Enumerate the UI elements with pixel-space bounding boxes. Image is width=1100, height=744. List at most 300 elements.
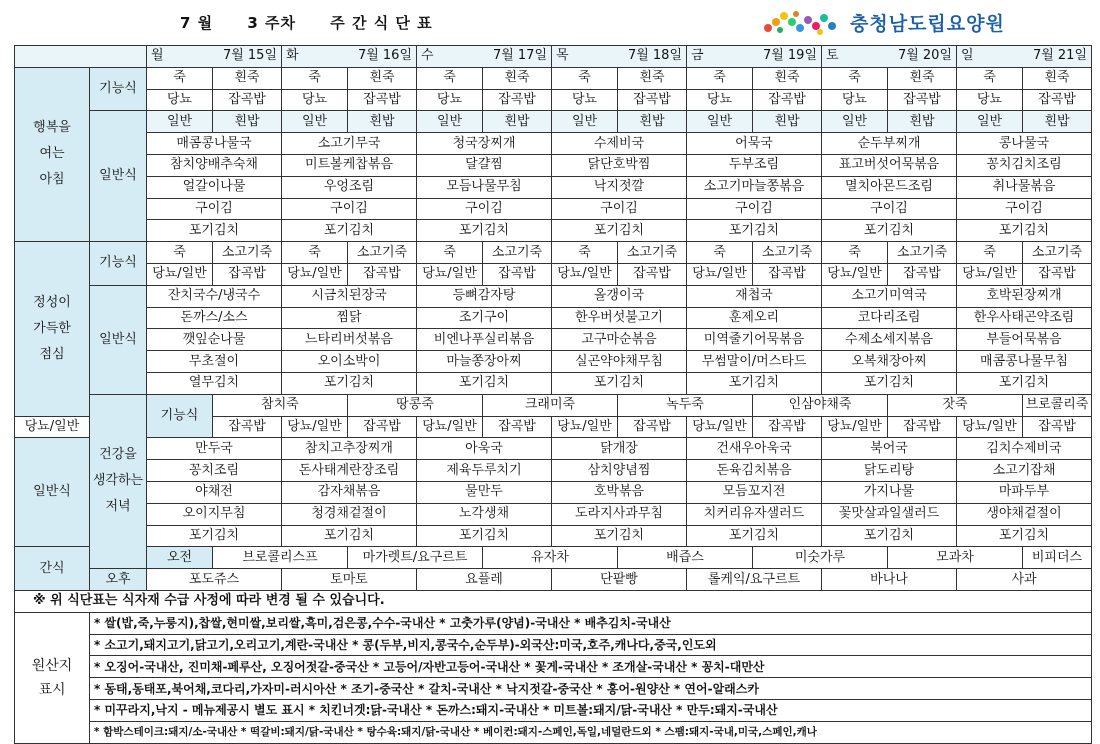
snack-item: 미숫가루 [753, 547, 888, 569]
dinner-general-row [15, 460, 1092, 482]
day-name: 화 [286, 48, 299, 64]
general-head: 일반 [822, 111, 888, 133]
menu-dish: 취나물볶음 [957, 176, 1092, 198]
func-item: 당뇨/일반 [15, 416, 90, 438]
func-item: 당뇨/일반 [552, 416, 618, 438]
func-porridge: 참치죽 [213, 394, 348, 416]
menu-dish: 올갱이국 [552, 285, 687, 307]
dinner-general-row [15, 481, 1092, 503]
menu-dish: 시금치된장국 [282, 285, 417, 307]
group-label-line: 행복을 [33, 120, 71, 136]
snack-item: 토마토 [282, 569, 417, 591]
menu-dish: 열무김치 [147, 372, 282, 394]
func-item: 죽 [282, 67, 348, 89]
func-item: 죽 [282, 242, 348, 264]
func-item: 당뇨 [957, 89, 1023, 111]
origin-line: * 함박스테이크:돼지/소-국내산 * 떡갈비:돼지/닭-국내산 * 탕수육:돼지/닭-국내산 * 베이컨:돼지-스페인,독일,네덜란드외 * 스팸:돼지-국내,미국,스페인,캐나 [90, 721, 1092, 743]
snack-item: 단팥빵 [552, 569, 687, 591]
title-label: 주 간 식 단 표 [330, 14, 433, 32]
snack-item: 롤케익/요구르트 [687, 569, 822, 591]
org-name: 충청남도립요양원 [850, 12, 1005, 35]
breakfast-general-row [15, 198, 1092, 220]
func-item: 당뇨/일반 [282, 263, 348, 285]
func-item: 당뇨/일반 [687, 263, 753, 285]
menu-dish: 포기김치 [417, 525, 552, 547]
snack-pm-row [15, 569, 1092, 591]
menu-dish: 조기구이 [417, 307, 552, 329]
general-label: 일반식 [90, 285, 147, 394]
func-item: 잡곡밥 [888, 416, 957, 438]
menu-dish: 낙지젓깔 [552, 176, 687, 198]
group-label-line: 건강을 [99, 447, 137, 463]
func-item: 당뇨/일반 [822, 416, 888, 438]
origin-row [15, 612, 1092, 634]
func-item: 죽 [147, 242, 213, 264]
menu-dish: 가지나물 [822, 481, 957, 503]
breakfast-general-row [15, 133, 1092, 155]
func-item: 죽 [552, 67, 618, 89]
menu-dish: 소고기미역국 [822, 285, 957, 307]
day-header [282, 46, 417, 68]
func-item: 잡곡밥 [618, 416, 687, 438]
menu-dish: 포기김치 [282, 372, 417, 394]
menu-dish: 미역줄기어묵볶음 [687, 329, 822, 351]
weekly-menu-table [14, 45, 1092, 744]
day-header [957, 46, 1092, 68]
menu-dish: 호박된장찌개 [957, 285, 1092, 307]
menu-dish: 꽁치조림 [147, 460, 282, 482]
general-head: 일반 [417, 111, 483, 133]
func-item: 소고기죽 [213, 242, 282, 264]
group-label-line: 아침 [39, 172, 65, 188]
snack-item: 바나나 [822, 569, 957, 591]
day-date: 7월 16일 [357, 48, 412, 64]
menu-dish: 느타리버섯볶음 [282, 329, 417, 351]
func-label: 기능식 [90, 242, 147, 286]
org-logo [760, 8, 1005, 36]
func-item: 죽 [957, 242, 1023, 264]
menu-dish: 한우버섯불고기 [552, 307, 687, 329]
day-header [147, 46, 282, 68]
menu-dish: 포기김치 [282, 220, 417, 242]
menu-dish: 김치수제비국 [957, 438, 1092, 460]
func-item: 죽 [417, 242, 483, 264]
origin-line: * 쌀(밥,죽,누룽지),찹쌀,현미쌀,보리쌀,흑미,검은콩,수수-국내산 * 고춧가루(양념)-국내산 * 배추김치-국내산 [90, 612, 1092, 634]
origin-row [15, 678, 1092, 700]
menu-dish: 포기김치 [552, 220, 687, 242]
general-label: 일반식 [90, 111, 147, 242]
menu-dish: 수제소세지볶음 [822, 329, 957, 351]
func-item: 흰죽 [1023, 67, 1092, 89]
group-label-line: 표시 [38, 681, 66, 698]
dinner-general-row [15, 438, 1092, 460]
day-name: 월 [151, 48, 164, 64]
menu-dish: 청국장찌개 [417, 133, 552, 155]
menu-dish: 코다리조림 [822, 307, 957, 329]
menu-dish: 콩나물국 [957, 133, 1092, 155]
menu-dish: 포기김치 [957, 372, 1092, 394]
menu-dish: 얼갈이나물 [147, 176, 282, 198]
func-item: 당뇨/일반 [282, 416, 348, 438]
menu-dish: 모듬꼬지전 [687, 481, 822, 503]
menu-dish: 구이김 [687, 198, 822, 220]
menu-dish: 어묵국 [687, 133, 822, 155]
func-item: 당뇨 [822, 89, 888, 111]
menu-dish: 순두부찌개 [822, 133, 957, 155]
func-item: 잡곡밥 [753, 89, 822, 111]
notice-text: ※ 위 식단표는 식자재 수급 사정에 따라 변경 될 수 있습니다. [15, 590, 1092, 612]
menu-dish: 꽁치김치조림 [957, 154, 1092, 176]
menu-dish: 포기김치 [147, 525, 282, 547]
day-date: 7월 20일 [897, 48, 952, 64]
lunch-general-row [15, 329, 1092, 351]
func-porridge: 땅콩죽 [348, 394, 483, 416]
day-header-row [15, 46, 1092, 68]
menu-dish: 아욱국 [417, 438, 552, 460]
lunch-group-label [15, 242, 90, 416]
corner-cell [15, 46, 147, 68]
menu-dish: 포기김치 [822, 220, 957, 242]
func-item: 죽 [822, 242, 888, 264]
menu-dish: 등뼈감자탕 [417, 285, 552, 307]
func-item: 흰죽 [213, 67, 282, 89]
menu-dish: 멸치아몬드조림 [822, 176, 957, 198]
func-item: 잡곡밥 [1023, 416, 1092, 438]
menu-dish: 포기김치 [417, 220, 552, 242]
menu-dish: 구이김 [957, 198, 1092, 220]
menu-dish: 소고기마늘쫑볶음 [687, 176, 822, 198]
day-name: 목 [556, 48, 569, 64]
dinner-group-label [90, 394, 147, 568]
day-date: 7월 15일 [222, 48, 277, 64]
group-label-line: 가득한 [33, 320, 71, 336]
dinner-general-row [15, 503, 1092, 525]
menu-dish: 노각생채 [417, 503, 552, 525]
func-item: 소고기죽 [618, 242, 687, 264]
breakfast-group-label [15, 67, 90, 241]
menu-dish: 오이지무침 [147, 503, 282, 525]
func-item: 당뇨 [687, 89, 753, 111]
page-title [180, 12, 461, 33]
menu-dish: 북어국 [822, 438, 957, 460]
func-item: 잡곡밥 [888, 263, 957, 285]
menu-dish: 감자채볶음 [282, 481, 417, 503]
func-porridge: 브로콜리죽 [1023, 394, 1092, 416]
func-item: 죽 [957, 67, 1023, 89]
func-item: 죽 [552, 242, 618, 264]
menu-dish: 삼치양념찜 [552, 460, 687, 482]
menu-dish: 호박볶음 [552, 481, 687, 503]
menu-dish: 무썸말이/머스타드 [687, 351, 822, 373]
general-head: 흰밥 [1023, 111, 1092, 133]
menu-dish: 포기김치 [687, 220, 822, 242]
func-item: 잡곡밥 [618, 263, 687, 285]
breakfast-general-row [15, 220, 1092, 242]
func-item: 잡곡밥 [753, 416, 822, 438]
snack-item: 모과차 [888, 547, 1023, 569]
menu-dish: 도라지사과무침 [552, 503, 687, 525]
lunch-func-row-2 [15, 263, 1092, 285]
menu-dish: 포기김치 [552, 525, 687, 547]
breakfast-func-row-1 [15, 67, 1092, 89]
menu-dish: 참치고추장찌개 [282, 438, 417, 460]
func-item: 죽 [822, 67, 888, 89]
menu-dish: 닭단호박찜 [552, 154, 687, 176]
snack-item: 사과 [957, 569, 1092, 591]
func-item: 당뇨 [147, 89, 213, 111]
func-item: 당뇨/일반 [417, 263, 483, 285]
func-item: 잡곡밥 [213, 416, 282, 438]
menu-dish: 재첩국 [687, 285, 822, 307]
snack-group-label: 간식 [15, 547, 90, 591]
func-item: 잡곡밥 [753, 263, 822, 285]
func-item: 잡곡밥 [348, 416, 417, 438]
general-head: 일반 [552, 111, 618, 133]
menu-dish: 꽃맛살과일샐러드 [822, 503, 957, 525]
snack-am-row [15, 547, 1092, 569]
menu-dish: 매콤콩나물국 [147, 133, 282, 155]
menu-dish: 포기김치 [822, 372, 957, 394]
origin-line: * 오징어-국내산, 진미채-페루산, 오징어젓갈-중국산 * 고등어/자반고등어-국내산 * 꽃게-국내산 * 조개살-국내산 * 꽁치-대만산 [90, 656, 1092, 678]
snack-item: 유자차 [483, 547, 618, 569]
menu-dish: 매콤콩나물무침 [957, 351, 1092, 373]
menu-dish: 돈사태계란장조림 [282, 460, 417, 482]
func-item: 당뇨/일반 [822, 263, 888, 285]
func-label: 기능식 [147, 394, 213, 438]
menu-dish: 치커리유자샐러드 [687, 503, 822, 525]
group-label-line: 여는 [39, 146, 65, 162]
dinner-general-row [15, 525, 1092, 547]
menu-dish: 포기김치 [687, 372, 822, 394]
general-head: 일반 [687, 111, 753, 133]
day-name: 수 [421, 48, 434, 64]
menu-dish: 만두국 [147, 438, 282, 460]
snack-item: 비피더스 [1023, 547, 1092, 569]
menu-dish: 실곤약야채무침 [552, 351, 687, 373]
origin-line: * 소고기,돼지고기,닭고기,오리고기,계란-국내산 * 콩(두부,비지,콩국수,순두부)-외국산:미국,호주,캐나다,중국,인도외 [90, 634, 1092, 656]
menu-dish: 제육두루치기 [417, 460, 552, 482]
func-item: 잡곡밥 [348, 263, 417, 285]
menu-dish: 구이김 [552, 198, 687, 220]
menu-dish: 구이김 [282, 198, 417, 220]
menu-dish: 돈육김치볶음 [687, 460, 822, 482]
origin-line: * 동태,동태포,북어채,코다리,가자미-러시아산 * 조기-중국산 * 갈치-국내산 * 낙지젓갈-중국산 * 홍어-원양산 * 연어-알래스카 [90, 678, 1092, 700]
menu-dish: 포기김치 [687, 525, 822, 547]
menu-dish: 구이김 [417, 198, 552, 220]
func-item: 당뇨/일반 [417, 416, 483, 438]
func-item: 죽 [417, 67, 483, 89]
month-label: 7 월 [180, 14, 214, 32]
menu-dish: 오이소박이 [282, 351, 417, 373]
day-header [687, 46, 822, 68]
snack-item: 브로콜리스프 [213, 547, 348, 569]
notice-row [15, 590, 1092, 612]
menu-dish: 청경채겉절이 [282, 503, 417, 525]
snack-item: 배즙스 [618, 547, 753, 569]
func-item: 당뇨/일반 [147, 263, 213, 285]
snack-item: 마가렛트/요구르트 [348, 547, 483, 569]
func-item: 잡곡밥 [483, 89, 552, 111]
func-porridge: 녹두죽 [618, 394, 753, 416]
breakfast-func-row-2 [15, 89, 1092, 111]
day-name: 금 [691, 48, 704, 64]
menu-dish: 고구마순볶음 [552, 329, 687, 351]
func-item: 당뇨/일반 [687, 416, 753, 438]
day-header [822, 46, 957, 68]
group-label-line: 생각하는 [92, 473, 144, 489]
origin-row [15, 699, 1092, 721]
origin-row [15, 634, 1092, 656]
menu-dish: 부들어묵볶음 [957, 329, 1092, 351]
lunch-general-row [15, 351, 1092, 373]
func-item: 죽 [687, 67, 753, 89]
func-item: 죽 [147, 67, 213, 89]
menu-dish: 수제비국 [552, 133, 687, 155]
func-item: 잡곡밥 [1023, 263, 1092, 285]
func-item: 잡곡밥 [483, 263, 552, 285]
menu-dish: 닭개장 [552, 438, 687, 460]
menu-dish: 구이김 [822, 198, 957, 220]
general-head: 흰밥 [348, 111, 417, 133]
func-item: 당뇨/일반 [552, 263, 618, 285]
menu-dish: 포기김치 [552, 372, 687, 394]
func-item: 잡곡밥 [483, 416, 552, 438]
day-date: 7월 21일 [1032, 48, 1087, 64]
func-item: 당뇨/일반 [957, 263, 1023, 285]
group-label-line: 저녁 [105, 499, 131, 515]
menu-dish: 돈까스/소스 [147, 307, 282, 329]
page-header [0, 0, 1100, 44]
func-item: 소고기죽 [753, 242, 822, 264]
func-item: 흰죽 [483, 67, 552, 89]
general-head: 일반 [282, 111, 348, 133]
general-head: 흰밥 [753, 111, 822, 133]
func-item: 흰죽 [348, 67, 417, 89]
general-head: 흰밥 [618, 111, 687, 133]
menu-dish: 건새우아욱국 [687, 438, 822, 460]
general-head: 일반 [147, 111, 213, 133]
func-item: 당뇨/일반 [957, 416, 1023, 438]
day-header [417, 46, 552, 68]
dinner-func-row-1 [15, 394, 1092, 416]
func-item: 소고기죽 [888, 242, 957, 264]
day-date: 7월 19일 [762, 48, 817, 64]
func-porridge: 잣죽 [888, 394, 1023, 416]
func-label: 기능식 [90, 67, 147, 111]
general-label: 일반식 [15, 438, 90, 547]
func-porridge: 크래미죽 [483, 394, 618, 416]
general-head: 흰밥 [888, 111, 957, 133]
flower-logo-icon [760, 8, 846, 36]
group-label-line: 원산지 [31, 657, 73, 674]
menu-dish: 한우사태곤약조림 [957, 307, 1092, 329]
menu-dish: 비엔나푸실리볶음 [417, 329, 552, 351]
menu-dish: 포기김치 [417, 372, 552, 394]
general-head: 일반 [957, 111, 1023, 133]
menu-dish: 깻잎순나물 [147, 329, 282, 351]
lunch-general-row [15, 307, 1092, 329]
func-item: 흰죽 [618, 67, 687, 89]
menu-dish: 물만두 [417, 481, 552, 503]
origin-row [15, 656, 1092, 678]
func-item: 당뇨 [552, 89, 618, 111]
origin-label [15, 612, 90, 743]
func-item: 잡곡밥 [1023, 89, 1092, 111]
lunch-func-row-1 [15, 242, 1092, 264]
menu-dish: 포기김치 [282, 525, 417, 547]
origin-line: * 미꾸라지,낙지 - 메뉴제공시 별도 표시 * 치킨너겟:닭-국내산 * 돈까스:돼지-국내산 * 미트볼:돼지/닭-국내산 * 만두:돼지-국내산 [90, 699, 1092, 721]
general-head: 흰밥 [483, 111, 552, 133]
menu-dish: 달걀찜 [417, 154, 552, 176]
menu-dish: 생야채겉절이 [957, 503, 1092, 525]
menu-dish: 우엉조림 [282, 176, 417, 198]
func-item: 당뇨 [282, 89, 348, 111]
menu-dish: 포기김치 [957, 525, 1092, 547]
func-item: 소고기죽 [348, 242, 417, 264]
menu-dish: 표고버섯어묵볶음 [822, 154, 957, 176]
snack-am-label: 오전 [147, 547, 213, 569]
menu-dish: 두부조림 [687, 154, 822, 176]
menu-dish: 포기김치 [147, 220, 282, 242]
breakfast-general-row [15, 111, 1092, 133]
week-label: 3 주차 [247, 14, 297, 32]
menu-dish: 참치양배추숙채 [147, 154, 282, 176]
func-item: 소고기죽 [483, 242, 552, 264]
lunch-general-row [15, 372, 1092, 394]
menu-dish: 구이김 [147, 198, 282, 220]
func-item: 잡곡밥 [618, 89, 687, 111]
func-item: 잡곡밥 [213, 89, 282, 111]
origin-row [15, 721, 1092, 743]
day-name: 토 [826, 48, 839, 64]
func-item: 죽 [687, 242, 753, 264]
menu-dish: 미트볼케찹볶음 [282, 154, 417, 176]
group-label-line: 정성이 [33, 294, 71, 310]
day-name: 일 [961, 48, 974, 64]
menu-dish: 포기김치 [957, 220, 1092, 242]
menu-dish: 포기김치 [822, 525, 957, 547]
breakfast-general-row [15, 176, 1092, 198]
func-item: 흰죽 [753, 67, 822, 89]
menu-dish: 훈제오리 [687, 307, 822, 329]
menu-dish: 야채전 [147, 481, 282, 503]
func-porridge: 인삼야채죽 [753, 394, 888, 416]
func-item: 잡곡밥 [348, 89, 417, 111]
func-item: 소고기죽 [1023, 242, 1092, 264]
func-item: 당뇨 [417, 89, 483, 111]
breakfast-general-row [15, 154, 1092, 176]
menu-dish: 마늘쫑장아찌 [417, 351, 552, 373]
menu-dish: 소고기잡채 [957, 460, 1092, 482]
menu-dish: 마파두부 [957, 481, 1092, 503]
day-date: 7월 18일 [627, 48, 682, 64]
lunch-general-row [15, 285, 1092, 307]
func-item: 흰죽 [888, 67, 957, 89]
func-item: 잡곡밥 [213, 263, 282, 285]
menu-dish: 무초절이 [147, 351, 282, 373]
menu-dish: 찜닭 [282, 307, 417, 329]
day-header [552, 46, 687, 68]
group-label-line: 점심 [39, 346, 65, 362]
menu-dish: 닭도리탕 [822, 460, 957, 482]
day-date: 7월 17일 [492, 48, 547, 64]
general-head: 흰밥 [213, 111, 282, 133]
snack-item: 포도쥬스 [147, 569, 282, 591]
snack-item: 요플레 [417, 569, 552, 591]
menu-dish: 잔치국수/냉국수 [147, 285, 282, 307]
menu-dish: 모듬나물무침 [417, 176, 552, 198]
snack-pm-label: 오후 [90, 569, 147, 591]
